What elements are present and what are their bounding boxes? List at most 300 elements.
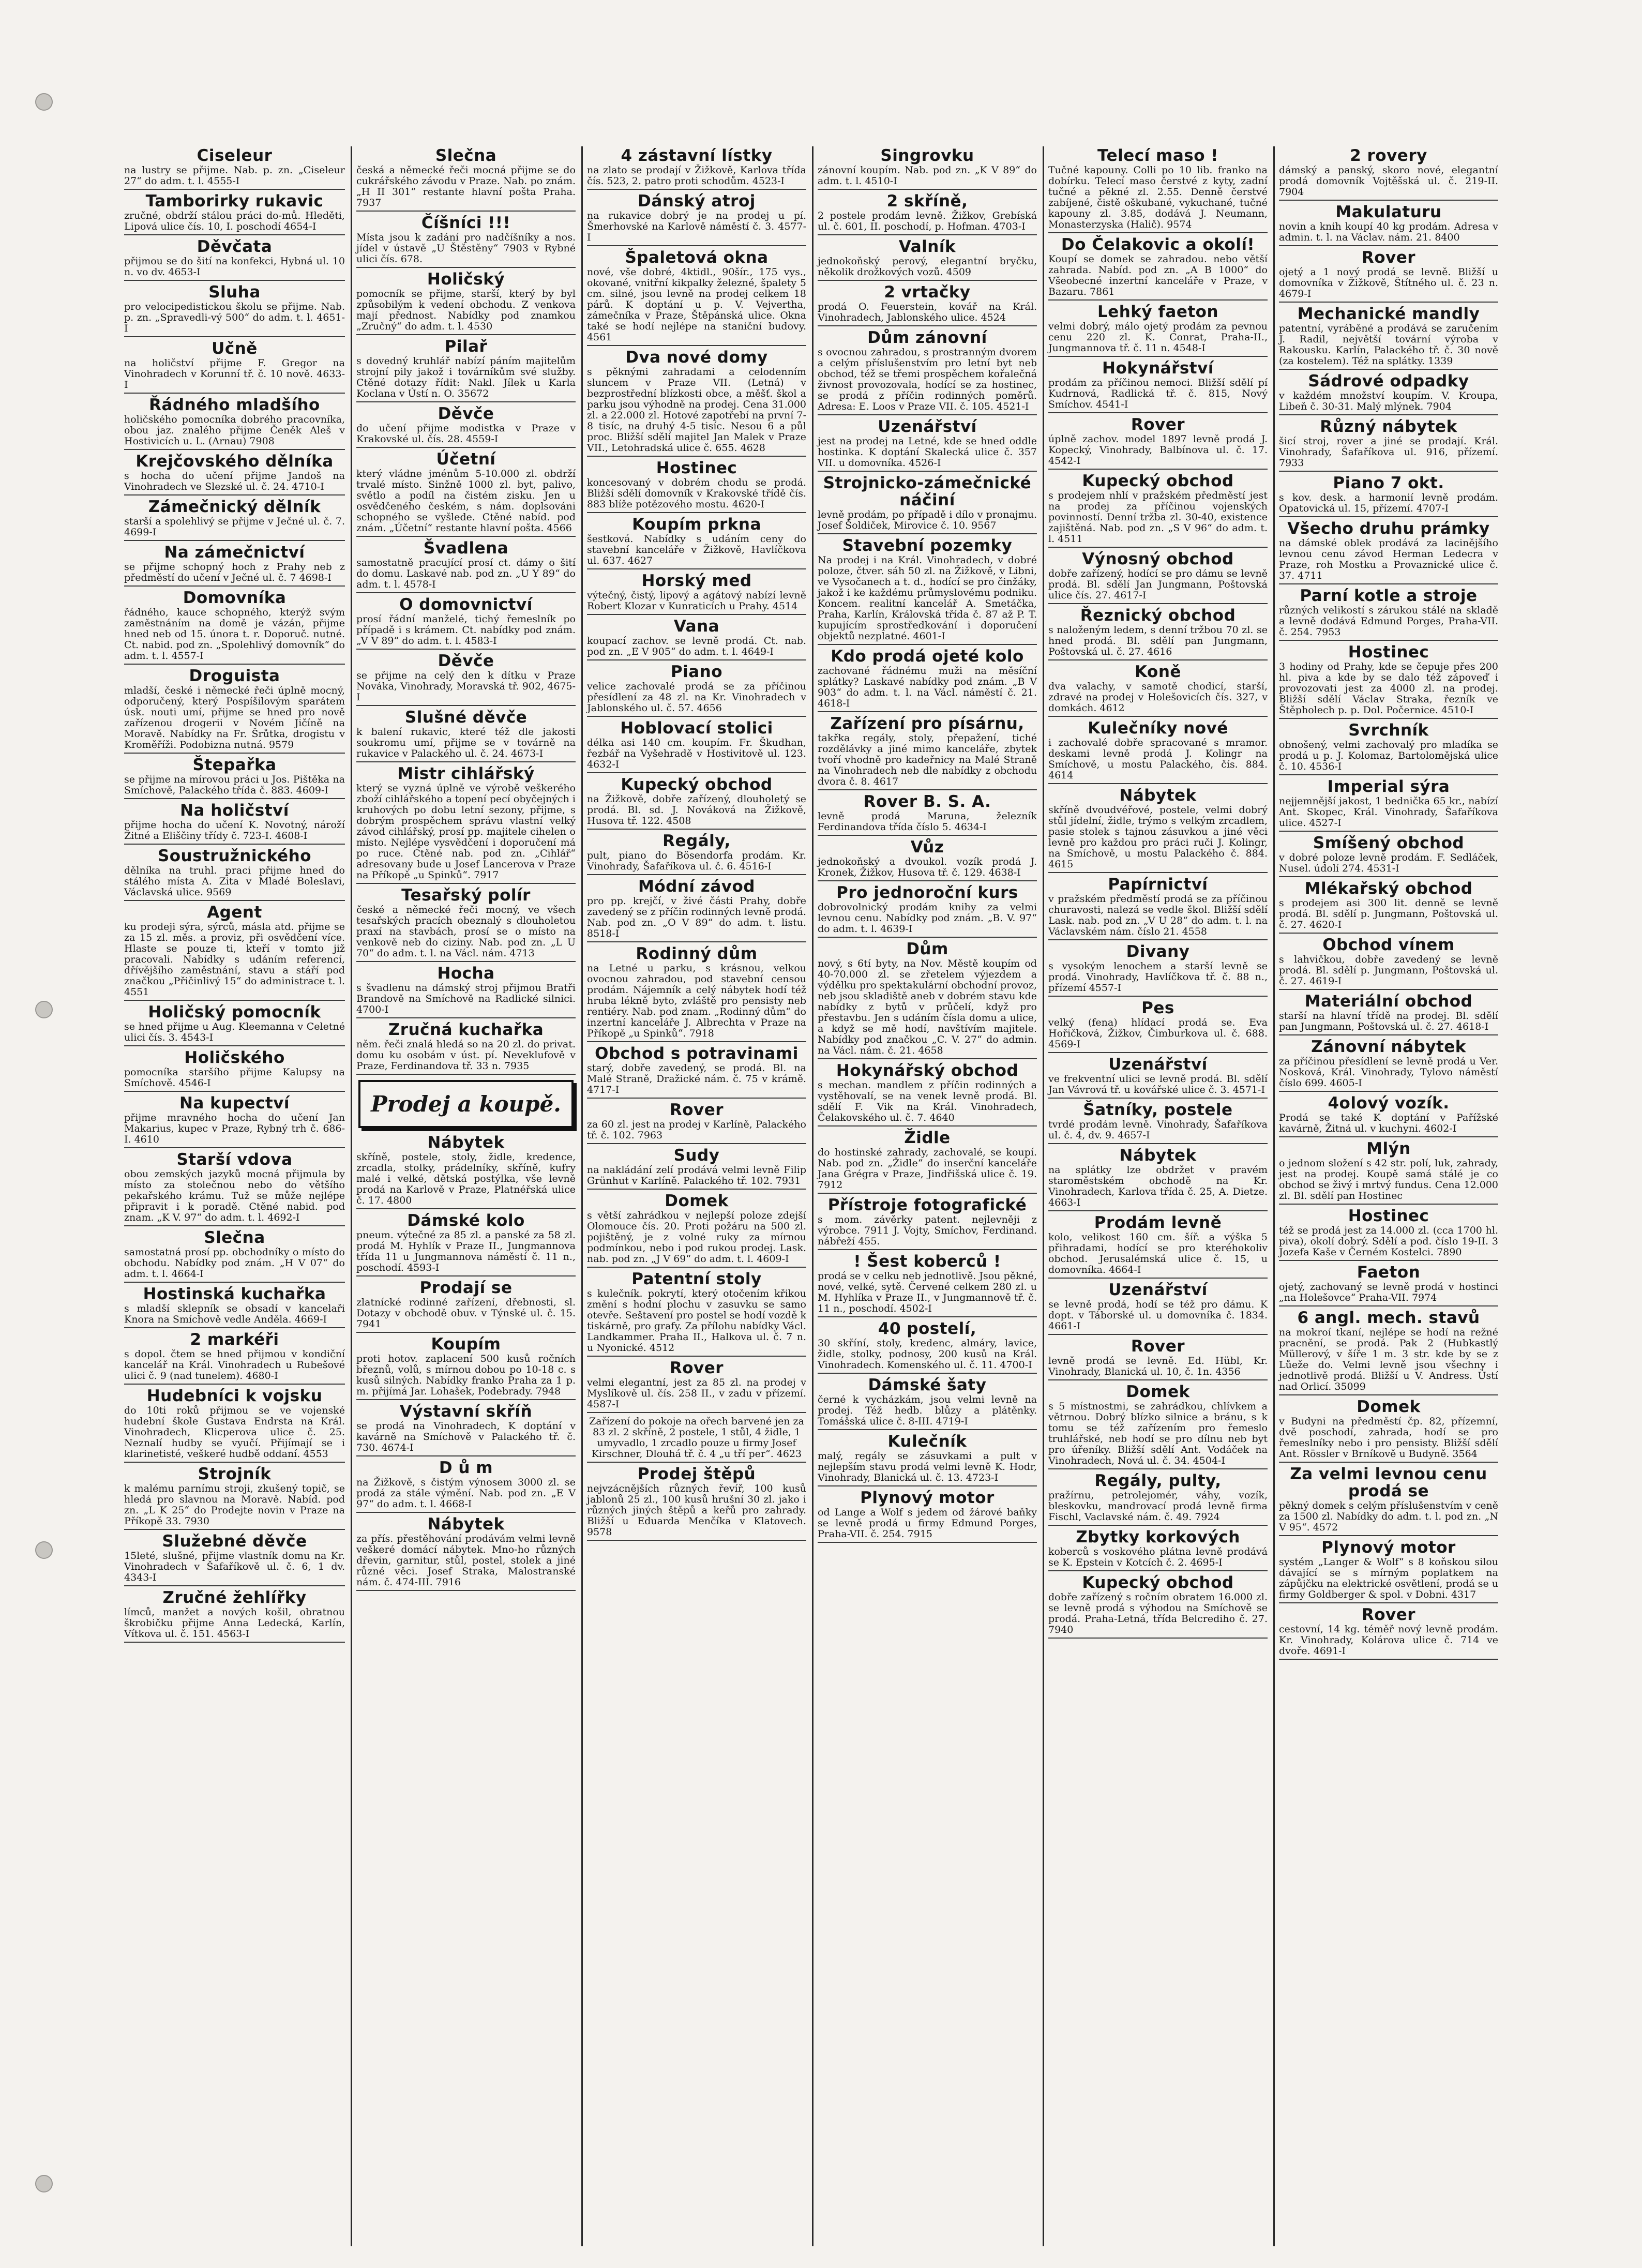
ad-body: takřka regály, stoly, přepažení, tiché rozdělávky a jiné mimo kanceláře, zbytek tvoří vhodně pro kadeřnicy na Malé Straně na Vinohradech neb dle nabídky z obchodu dvora č. 8. 4617 — [818, 732, 1037, 787]
ad-headline: Faeton — [1357, 1263, 1421, 1282]
ad-headline: Horský med — [641, 572, 752, 590]
ad-headline: Ciseleur — [197, 146, 273, 165]
ad-headline: Výstavní skříň — [399, 1402, 533, 1421]
ad-body: velmi elegantní, jest za 85 zl. na prodej v Myslíkově ul. čís. 258 II., v zadu v přízemí. 4587-I — [587, 1377, 806, 1410]
ad-headline: Mistr cihlářský — [397, 764, 535, 783]
classified-ad — [124, 1229, 345, 1283]
ad-headline: Starší vdova — [176, 1150, 293, 1169]
ad-headline: Krejčovského dělníka — [135, 452, 334, 471]
ad-body: ve frekventní ulici se levně prodá. Bl. sdělí Jan Vávrová tř. u kovářské ulice č. 3. 4571-I — [1048, 1073, 1268, 1095]
ad-body: Prodá se také K doptání v Pařížské kavárně, Žitná ul. v kuchyni. 4602-I — [1279, 1112, 1498, 1134]
ad-headline: Hostinec — [1348, 643, 1429, 662]
ad-body: pěkný domek s celým příslušenstvím v ceně za 1500 zl. Nabídky do adm. t. l. pod zn. „N V 95“. 4572 — [1279, 1500, 1498, 1533]
classified-ad — [818, 884, 1037, 938]
classified-ad — [124, 668, 345, 754]
ad-body: prodá se v celku neb jednotlivě. Jsou pěkné, nové, velké, sytě. Červené celkem 280 zl. u M. Hyhlíka v Praze II., v Jungmannově tř. č. 11 n., poschodí. 4502-I — [818, 1270, 1037, 1314]
ad-body: starý, dobře zavedený, se prodá. Bl. na Malé Straně, Dražické nám. č. 75 v krámě. 4717-I — [587, 1062, 806, 1095]
ad-headline: Svrchník — [1348, 721, 1429, 740]
ad-column-4 — [812, 146, 1041, 2246]
ad-body: pneum. výtečné za 85 zl. a panské za 58 zl. prodá M. Hyhlík v Praze II., Jungmannova třída 11 u Jungmannova náměstí č. 11 n., poschodí. 4593-I — [356, 1229, 576, 1273]
ad-headline: Imperial sýra — [1327, 777, 1450, 796]
ad-headline: Uzenářství — [878, 417, 977, 436]
classified-ad — [356, 451, 576, 537]
ad-headline: Lehký faeton — [1097, 303, 1219, 321]
ad-headline: Číšníci !!! — [421, 214, 511, 232]
classified-ad — [587, 516, 806, 569]
classified-ad — [818, 418, 1037, 472]
ad-body: přijme hocha do učení K. Novotný, nároží Žitné a Eliščiny třídy č. 723-I. 4608-I — [124, 819, 345, 842]
ad-body: proti hotov. zaplacení 500 kusů ročních březnů, volů, s mírnou dobou po 10-18 c. s kusů silných. Nabídky franko Praha za 1 p. m. přijímá Jar. Lohašek, Podebrady. 7948 — [356, 1353, 576, 1397]
ad-body: šestková. Nabídky s udáním ceny do stavební kanceláře v Žižkově, Havlíčkova ul. 637. 4627 — [587, 533, 806, 566]
classified-ad — [587, 1360, 806, 1413]
ad-column-6 — [1273, 146, 1502, 2246]
classified-ad — [1279, 1095, 1498, 1137]
classified-ad — [587, 1147, 806, 1190]
ad-body: do učení přijme modistka v Praze v Krakovské ul. čís. 28. 4559-I — [356, 423, 576, 445]
ad-body: přijme mravného hocha do učení Jan Makarius, kupec v Praze, Rybný trh č. 686-I. 4610 — [124, 1112, 345, 1145]
classified-ad — [1279, 993, 1498, 1035]
classified-ad — [1048, 787, 1268, 873]
ad-headline: Sluha — [208, 283, 261, 302]
ad-body: k balení rukavic, které též dle jakosti soukromu umí, přijme se v továrně na rukavice v Palackého ul. č. 24. 4673-I — [356, 726, 576, 759]
ad-body: dělníka na truhl. praci přijme hned do stálého místa A. Zita v Mladé Boleslavi, Václavská ulice. 9569 — [124, 865, 345, 898]
ad-body: jednokoňský perový, elegantní bryčku, několik drožkových vozů. 4509 — [818, 256, 1037, 278]
ad-headline: Regály, pulty, — [1094, 1471, 1222, 1490]
ad-headline: Přístroje fotografické — [827, 1196, 1027, 1214]
ad-body: Koupí se domek se zahradou. nebo větší zahrada. Nabíd. pod zn. „A B 1000“ do Všeobecné inzertní kanceláře v Praze, v Bazaru. 7861 — [1048, 253, 1268, 297]
ad-body: levně prodá Maruna, železník Ferdinandova třída číslo 5. 4634-I — [818, 810, 1037, 833]
ad-headline: Obchod vínem — [1322, 936, 1455, 954]
classified-ad — [1279, 880, 1498, 934]
ad-body: obnošený, velmi zachovalý pro mladíka se prodá u p. J. Kolomaz, Bartolomějská ulice č. 10. 4536-I — [1279, 739, 1498, 772]
ad-headline: Slušné děvče — [404, 708, 528, 727]
ad-body: s vysokým lenochem a starší levně se prodá. Vinohrady, Havlíčkova tř. č. 88 n., přízemí 4557-I — [1048, 960, 1268, 994]
classified-ad — [1279, 1399, 1498, 1463]
ad-body: zachované řádnému muži na měsíční splátky? Laskavé nabídky pod znám. „B V 903“ do adm. t. l. na Václ. náměstí č. 21. 4618-I — [818, 665, 1037, 709]
classified-ad — [1048, 1147, 1268, 1211]
ad-headline: Rover — [1361, 1605, 1416, 1624]
classified-ad — [356, 1212, 576, 1276]
classified-ad — [818, 648, 1037, 712]
ad-headline: Prodám levně — [1094, 1213, 1222, 1232]
classified-ad — [1048, 304, 1268, 357]
ad-headline: Pes — [1141, 999, 1174, 1017]
ad-headline: Nábytek — [427, 1133, 505, 1152]
classified-ad — [124, 757, 345, 799]
ad-headline: Plynový motor — [1321, 1538, 1456, 1557]
classified-ad — [1048, 1282, 1268, 1335]
ad-headline: Řeznický obchod — [1080, 606, 1236, 625]
classified-ad — [356, 1280, 576, 1333]
ad-headline: Módní závod — [638, 877, 755, 896]
classified-ad — [818, 839, 1037, 881]
ad-headline: D ů m — [439, 1459, 493, 1477]
classified-ad — [1048, 1529, 1268, 1571]
ad-headline: Učně — [212, 339, 258, 358]
classified-ad — [1279, 778, 1498, 832]
ad-headline: 2 skříně, — [886, 192, 968, 211]
ad-body: prodám za příčinou nemoci. Bližší sdělí pí Kudrnová, Radlická tř. č. 815, Nový Smíchov. 4541-I — [1048, 377, 1268, 410]
ad-headline: Prodej štěpů — [637, 1465, 756, 1483]
ad-body: s švadlenu na dámský stroj přijmou Bratři Brandově na Smíchově na Radlické silnici. 4700-I — [356, 982, 576, 1015]
ad-headline: Holičský — [427, 270, 505, 289]
classified-ad — [587, 664, 806, 717]
classified-ad — [356, 1134, 576, 1209]
ad-headline: 2 markéři — [190, 1330, 279, 1349]
classified-ad — [818, 537, 1037, 645]
classified-ad — [1279, 204, 1498, 246]
ad-body: se přijme schopný hoch z Prahy neb z předměstí do učení v Ječné ul. č. 7 4698-I — [124, 561, 345, 583]
ad-headline: O domovnictví — [399, 595, 533, 614]
ad-body: Tučné kapouny. Colli po 10 lib. franko na dobírku. Telecí maso čerstvé z kyty, zadní tučné a pěkné zl. 2.55. Denně čerstvé zabíjené, čistě oškubané, vykuchané, tučné kapouny zl. 3.85, dodává J. Neumann, Monasterzyska (Halič). 9574 — [1048, 164, 1268, 230]
classified-ad — [818, 1490, 1037, 1543]
ad-headline: Prodají se — [419, 1279, 513, 1297]
ad-headline: Mechanické mandly — [1297, 305, 1480, 323]
classified-ad — [1048, 1574, 1268, 1639]
ad-headline: Obchod s potravinami — [595, 1044, 799, 1063]
classified-ad — [124, 147, 345, 190]
ad-body: prosí řádní manželé, tichý řemeslník po případě i s krámem. Ct. nabídky pod znám. „V V 89“ do adm. t. l. 4583-I — [356, 613, 576, 647]
classified-ad — [1279, 937, 1498, 990]
ad-headline: Holičského — [184, 1048, 285, 1067]
ad-body: s hocha do učení přijme Jandoš na Vinohradech ve Slezské ul. č. 24. 4710-I — [124, 470, 345, 492]
classified-ad — [818, 1062, 1037, 1127]
classified-ad — [1048, 551, 1268, 604]
ad-body: cestovní, 14 kg. téměř nový levně prodám. Kr. Vinohrady, Kolárova ulice č. 714 ve dvoře. 4691-I — [1279, 1624, 1498, 1657]
ad-headline: Agent — [207, 903, 262, 922]
classified-ad — [587, 833, 806, 875]
ad-headline: Domovníka — [183, 589, 287, 607]
classified-ad — [587, 573, 806, 615]
ad-headline: Smíšený obchod — [1313, 834, 1465, 852]
ad-body: od Lange a Wolf s jedem od žárové baňky se levně prodá u firmy Edmund Porges, Praha-VII. č. 254. 7915 — [818, 1507, 1037, 1540]
punch-holes — [35, 0, 56, 2268]
ad-headline: Kulečníky nové — [1088, 719, 1228, 738]
classified-ad — [818, 1377, 1037, 1430]
classified-ad — [587, 878, 806, 942]
classified-ad — [587, 776, 806, 830]
ad-body: o jednom složení s 42 str. polí, luk, zahrady, jest na prodej. Koupě samá stálé je co obchod se živý i mrtvý fundus. Cena 12.000 zl. Bl. sdělí pan Hostinec — [1279, 1158, 1498, 1201]
ad-body: šicí stroj, rover a jiné se prodají. Král. Vinohrady, Šafaříkova ul. 916, přízemí. 7933 — [1279, 435, 1498, 469]
ad-body: s prodejem asi 300 lit. denně se levně prodá. Bl. sdělí p. Jungmann, Poštovská ul. č. 27. 4620-I — [1279, 897, 1498, 930]
classified-ad — [1048, 416, 1268, 470]
classified-ad — [356, 1403, 576, 1456]
ad-body: na rukavice dobrý je na prodej u pí. Šmerhovské na Karlově náměstí č. 3. 4577-I — [587, 210, 806, 243]
ad-headline: Pilař — [444, 337, 488, 356]
classified-ad — [124, 1466, 345, 1530]
classified-ad — [124, 499, 345, 541]
ad-body: se přijme na mírovou práci u Jos. Pištěka na Smíchově, Palackého třída č. 883. 4609-I — [124, 774, 345, 796]
ad-headline: Kupecký obchod — [1082, 472, 1234, 490]
ad-body: dva valachy, v samotě chodicí, starší, zdravé na prodej v Holešovicích čís. 327, v domkách. 4612 — [1048, 681, 1268, 714]
ad-headline: Patentní stoly — [631, 1270, 762, 1288]
ad-body: délka asi 140 cm. koupím. Fr. Škudhan, řezbář na Vyšehradě v Hostivitově ul. 123. 4632-I — [587, 737, 806, 770]
punch-hole — [35, 2175, 53, 2192]
classified-ad — [1279, 1466, 1498, 1536]
classified-ad — [356, 765, 576, 884]
classified-ad — [1279, 588, 1498, 641]
classified-ad — [124, 1151, 345, 1226]
classified-ad — [124, 544, 345, 587]
classified-ad — [1279, 147, 1498, 201]
ad-body: přijmou se do šití na konfekci, Hybná ul. 10 n. vo dv. 4653-I — [124, 256, 345, 278]
ad-body: koupací zachov. se levně prodá. Ct. nab. pod zn. „E V 905“ do adm. t. l. 4649-I — [587, 635, 806, 657]
ad-body: za 60 zl. jest na prodej v Karlíně, Palackého tř. č. 102. 7963 — [587, 1119, 806, 1141]
ad-headline: Strojnicko-zámečnické náčiní — [823, 474, 1032, 509]
classified-ad — [1279, 475, 1498, 517]
ad-body: se levně prodá, hodí se též pro dámu. K dopt. v Táborské ul. u domovníka č. 1834. 4661-I — [1048, 1299, 1268, 1332]
ad-headline: Tamborirky rukavic — [145, 192, 324, 211]
ad-headline: Švadlena — [423, 539, 509, 558]
ad-headline: Divany — [1126, 942, 1190, 961]
ad-body: česká a německé řeči mocná přijme se do cukrářského závodu v Praze. Nab. po znám. „H II 301“ restante hlavní pošta Praha. 7937 — [356, 164, 576, 208]
classified-ad — [1048, 943, 1268, 997]
ad-headline: Hokynářský obchod — [836, 1061, 1019, 1080]
ad-headline: Zručné žehlířky — [162, 1588, 307, 1607]
ad-body: v dobré poloze levně prodám. F. Sedláček, Nusel. údolí 274. 4531-I — [1279, 852, 1498, 874]
ad-headline: 2 rovery — [1350, 146, 1427, 165]
ad-headline: Na zámečnictví — [164, 543, 305, 562]
classified-ad — [124, 1049, 345, 1092]
classified-ad — [1048, 876, 1268, 940]
classified-ad — [1048, 1000, 1268, 1053]
ad-body: v Budyni na předměstí čp. 82, přízemní, dvě poschodí, zahrada, hodí se pro řemeslníky nebo i pro pensisty. Bližší sdělí Ant. Rössler v Brníkově u Budyně. 3564 — [1279, 1416, 1498, 1460]
classified-ad — [356, 147, 576, 212]
ad-body: prodá O. Feuerstein, kovář na Král. Vinohradech, Jablonského ulice. 4524 — [818, 301, 1037, 323]
ad-body: zručné, obdrží stálou práci do-mů. Hleděti, Lipová ulice čís. 10, I. poschodí 4654-I — [124, 210, 345, 232]
ad-body: 15leté, slušné, přijme vlastník domu na Kr. Vinohradech v Šafaříkově ul. č. 6, 1 dv. 4343-I — [124, 1550, 345, 1583]
ad-body: s dopol. čtem se hned přijmou v kondiční kancelář na Král. Vinohradech u Rubešové ulici č. 9 (nad tunelem). 4680-I — [124, 1348, 345, 1381]
classified-ad — [587, 618, 806, 660]
ad-headline: Parní kotle a stroje — [1300, 587, 1478, 605]
ad-headline: Služebné děvče — [162, 1532, 307, 1551]
ad-headline: Makulaturu — [1335, 203, 1442, 221]
classified-ad — [124, 848, 345, 901]
ad-headline: Špaletová okna — [625, 248, 769, 267]
ad-body: samostatná prosí pp. obchodníky o místo do obchodu. Nabídky pod znám. „H V 07“ do adm. t. l. 4664-I — [124, 1246, 345, 1280]
classified-ad — [356, 405, 576, 448]
ad-body: ojetý a 1 nový prodá se levně. Bližší u domovníka v Žižkově, Štítného ul. č. 23 n. 4679-I — [1279, 266, 1498, 299]
classified-ad — [818, 284, 1037, 326]
ad-headline: Děvčata — [197, 237, 273, 256]
classified-ad — [818, 329, 1037, 415]
classified-ad — [356, 540, 576, 593]
ad-headline: Rover — [669, 1359, 724, 1377]
ad-headline: Hudebníci k vojsku — [146, 1387, 323, 1405]
classified-ad — [124, 1589, 345, 1643]
ad-body: pražírnu, petrolejomér, váhy, vozík, bleskovku, mandrovací prodá levně firma Fischl, Vaclavské nám. č. 49. 7924 — [1048, 1490, 1268, 1523]
ad-headline: Tesařský polír — [401, 886, 531, 905]
ad-headline: Hocha — [437, 964, 495, 983]
classified-ad — [1048, 1338, 1268, 1380]
ad-headline: 4olový vozík. — [1328, 1094, 1450, 1113]
ad-body: s mechan. mandlem z příčin rodinných a vystěhovalí, se na venek levně prodá. Bl. sdělí F. Vik na Král. Vinohradech, Čelakovského ul. č. 7. 4640 — [818, 1079, 1037, 1123]
ad-headline: Hostinec — [656, 459, 737, 477]
classified-ad — [1048, 147, 1268, 233]
classified-ad — [818, 238, 1037, 281]
ad-headline: Kdo prodá ojeté kolo — [831, 647, 1024, 666]
ad-headline: Soustružnického — [157, 847, 312, 865]
ad-headline: Děvče — [438, 404, 494, 423]
ad-body: na holičství přijme F. Gregor na Vinohradech v Korunní tř. č. 10 nově. 4633-I — [124, 357, 345, 390]
ad-body: na lustry se přijme. Nab. p. zn. „Ciseleur 27“ do adm. t. l. 4555-I — [124, 164, 345, 187]
ad-headline: Kulečník — [887, 1432, 967, 1451]
ad-body: na mokroí tkaní, nejlépe se hodí na režné pracnění, se prodá. Pak 2 (Hubkastlý Müllerový, v šíře 1 m. 3 str. kde by se z Lůeže do. Velmi levně jsou všechny i jednotlivě prodá. Bližší u V. Andress. Ústí nad Orlicí. 35099 — [1279, 1327, 1498, 1392]
classified-ad — [587, 147, 806, 190]
ad-headline: Sádrové odpadky — [1308, 372, 1469, 390]
ad-column-2 — [351, 146, 580, 2246]
ad-body: různých velikostí s zárukou stálé na skladě a levně dodává Edmund Porges, Praha-VII. č. 254. 7953 — [1279, 605, 1498, 638]
ad-body: za příčinou přesídlení se levně prodá u Ver. Nosková, Král. Vinohrady, Tylovo náměstí číslo 699. 4605-I — [1279, 1056, 1498, 1089]
ad-body: i zachovalé dobře spracované s mramor. deskami levně prodá J. Kolingr na Smíchově, u mostu Palackého, čís. 884. 4614 — [1048, 737, 1268, 781]
classified-ad — [587, 945, 806, 1042]
ad-body: na dámské oblek prodává za lacinějšího levnou cenu závod Herman Ledecra v Praze, roh Mostku a Provaznické ulice č. 37. 4711 — [1279, 537, 1498, 581]
ad-headline: Dánský atroj — [638, 192, 756, 211]
ad-headline: Slečna — [435, 146, 497, 165]
ad-body: starší na hlavní třídě na prodej. Bl. sdělí pan Jungmann, Poštovská ul. č. 27. 4618-I — [1279, 1010, 1498, 1032]
ad-headline: Stavební pozemky — [842, 536, 1013, 555]
ad-body: za přís. přestěhování prodávám velmi levně veškeré domácí nábytek. Mno-ho různých dřevin, garnitur, stůl, postel, stolek a jiné různé věci. Josef Straka, Malostranské nám. č. 474-III. 7916 — [356, 1533, 576, 1588]
ad-body: patentní, vyráběné a prodává se zaručením J. Radil, největší tovární výroba v Rakousku. Karlín, Palackého tř. č. 30 nově (za kostelem). Též na splátky. 1339 — [1279, 323, 1498, 367]
ad-body: nové, vše dobré, 4ktidl., 90šír., 175 vys., okované, vnitřní kikpalky železné, špalety 5 cm. silné, jsou levně na prodej celkem 18 párů. K doptání u p. V. Vejvertha, zámečníka v Praze, Štěpánská ulice. Okna také se hodí nejlépe na staniční budovy. 4561 — [587, 266, 806, 343]
classified-ad — [587, 1193, 806, 1268]
ad-headline: Hoblovací stolici — [620, 719, 773, 738]
ad-headline: Droguista — [189, 667, 280, 685]
ad-headline: Papírnictví — [1108, 875, 1208, 894]
ad-body: zlatnícké rodinné zařízení, dřebnosti, sl. Dotazy v obchodě obuv. v Týnské ul. č. 15. 7941 — [356, 1297, 576, 1330]
classified-ad — [124, 1004, 345, 1046]
classified-ad — [587, 1271, 806, 1357]
classified-ad — [356, 653, 576, 706]
ad-body: dobrovolnický prodám knihy za velmi levnou cenu. Nabídky pod znám. „B. V. 97“ do adm. t. l. 4639-I — [818, 902, 1037, 935]
ad-headline: Zbytky korkových — [1076, 1528, 1240, 1546]
ad-body: úplně zachov. model 1897 levně prodá J. Kopecký, Vinohrady, Balbínova ul. č. 17. 4542-I — [1048, 433, 1268, 467]
classified-ad — [124, 590, 345, 665]
ad-body: v pražském předměstí prodá se za příčinou churavosti, nalezá se vedle škol. Bližší sdělí Lask. nab. pod zn. „V U 28“ do adm. t. l. na Václavském nám. číslo 21. 4558 — [1048, 893, 1268, 937]
ad-body: starší a spolehlivý se přijme v Ječné ul. č. 7. 4699-I — [124, 516, 345, 538]
ad-headline: Dům — [906, 940, 948, 958]
ad-headline: Zařízení pro písárnu, — [830, 714, 1025, 733]
ad-body: 3 hodiny od Prahy, kde se čepuje přes 200 hl. piva a kde by se dalo též zápoveď i provozovati jest za 4000 zl. na prodej. Bližší sdělí Václav Straka, řezník ve Štěpholech p. p. Dol. Počernice. 4510-I — [1279, 661, 1498, 716]
ad-headline: Kupecký obchod — [1082, 1573, 1234, 1592]
ad-headline: Rover — [1131, 415, 1185, 434]
classified-ad — [818, 793, 1037, 836]
ad-body: se přijme na celý den k dítku v Praze Nováka, Vinohrady, Moravská tř. 902, 4675-I — [356, 670, 576, 703]
ad-body: 30 skříní, stoly, kredenc, almáry, lavice, židle, stolky, podnosy, 200 kusů na Král. Vinohradech. Komenského ul. č. 11. 4700-I — [818, 1338, 1037, 1371]
ad-headline: Hokynářství — [1102, 359, 1214, 378]
classified-ad — [356, 271, 576, 335]
ad-headline: Pro jednoroční kurs — [836, 883, 1018, 902]
ad-headline: Materiální obchod — [1304, 992, 1473, 1011]
ad-body: dobře zařízený, hodící se pro dámu se levně prodá. Bl. sdělí Jan Jungmann, Poštovská ulice čís. 27. 4617-I — [1048, 568, 1268, 601]
ad-body: s pěknými zahradami a celodenním sluncem v Praze VII. (Letná) v bezprostřední blízkosti obce, a měšť. škol a parku jsou výhodně na prodej. Cena 31.000 zl. a 22.000 zl. Hotové zapotřebí na první 7-8 tisíc, na druhý 4-5 tisíc. Nesou 6 a půl proc. Bližší sdělí majitel Jan Malek v Praze VII., Letohradská ulice č. 655. 4628 — [587, 366, 806, 454]
ad-body: se hned přijme u Aug. Kleemanna v Celetné ulici čís. 3. 4543-I — [124, 1021, 345, 1043]
ad-body: skříně dvoudvéřové, postele, velmi dobrý stůl jídelní, židle, trýmo s velkým zrcadlem, pasie stolek s tajnou zásuvkou a jiné věci levně pro každou pro práci ruči J. Kolingr, na Smíchově, u mostu Palackého č. 884. 4615 — [1048, 804, 1268, 870]
classified-ad — [587, 720, 806, 773]
ad-body: levně prodám, po případě i dílo v pronajmu. Josef Šoldiček, Mirovice č. 10. 9567 — [818, 509, 1037, 531]
ad-body: řádného, kauce schopného, kterýž svým zaměstnáním na domě je vázán, přijme hned neb od 15. února t. r. Doporuč. nutné. Ct. nabid. pod zn. „Spolehlivý domovník“ do adm. t. l. 4557-I — [124, 607, 345, 662]
ad-body: který vládne jménům 5-10.000 zl. obdrží trvalé místo. Sinžně 1000 zl. byt, palivo, světlo a podíl na čistém zisku. Jen u osvědčeného českém, s nám. doplsováni schopného se vyšlede. Ctěné nabíd. pod znám. „Účetní“ restante hlavní pošta. 4566 — [356, 468, 576, 534]
classified-ad — [818, 147, 1037, 190]
classified-ad — [1279, 373, 1498, 415]
ad-headline: ! Šest koberců ! — [853, 1252, 1001, 1271]
ad-headline: Kupecký obchod — [621, 775, 773, 794]
ad-column-1 — [120, 146, 349, 2246]
classified-ad — [124, 1533, 345, 1586]
ad-body: s ovocnou zahradou, s prostranným dvorem a celým příslušenstvím pro letní byt neb obchod, též se třemi prospěchem kořalečná živnost provozovala, hodící se za hostinec, se prodá z příčin rodinných poměrů. Adresa: E. Loos v Praze VII. č. 105. 4521-I — [818, 347, 1037, 412]
ad-body: pomocníka staršího přijme Kalupsy na Smíchově. 4546-I — [124, 1067, 345, 1089]
classified-ad — [1279, 1264, 1498, 1306]
ad-column-5 — [1043, 146, 1272, 2246]
classified-ad — [1279, 1539, 1498, 1603]
ad-body: do hostinské zahrady, zachovalé, se koupí. Nab. pod zn. „Židle“ do inserční kanceláře Jana Grégra v Praze, Jindřišská ulice č. 19. 7912 — [818, 1147, 1037, 1191]
ad-headline: Rover B. S. A. — [863, 792, 991, 811]
ad-headline: Rover — [1361, 248, 1416, 267]
ad-headline: 2 vrtačky — [884, 283, 971, 302]
classified-ad — [356, 596, 576, 650]
ad-column-3 — [581, 146, 810, 2246]
ad-headline: Dámské kolo — [407, 1211, 525, 1230]
classified-ad — [1048, 607, 1268, 660]
ad-body: na Žižkově, dobře zařízený, dlouholetý se prodá. Bl. sd. J. Nováková na Žižkově, Husova tř. 122. 4508 — [587, 793, 806, 827]
ad-body: černé k vycházkám, jsou velmi levně na prodej. Též hedb. blůzy a plátěnky. Tomášská ulice č. 8-III. 4719-I — [818, 1394, 1037, 1427]
classified-ad — [1048, 1473, 1268, 1526]
ad-headline: Singrovku — [880, 146, 974, 165]
classified-ad — [1279, 1039, 1498, 1092]
ad-headline: Uzenářství — [1108, 1055, 1208, 1074]
ad-body: malý, regály se zásuvkami a pult v nejlepším stavu prodá velmi levně K. Hodr, Vinohrady, Blanická ul. č. 13. 4723-I — [818, 1450, 1037, 1483]
ad-headline: Nábytek — [1119, 1146, 1197, 1165]
classified-ad — [356, 1336, 576, 1400]
classified-ad — [818, 193, 1037, 235]
classified-ad — [1279, 1310, 1498, 1395]
ad-body: samostatně pracující prosí ct. dámy o šití do domu. Laskavé nab. pod zn. „U Y 89“ do adm. t. l. 4578-I — [356, 557, 576, 590]
ad-headline: Domek — [665, 1192, 729, 1210]
classified-ad — [356, 215, 576, 268]
ad-headline: Účetní — [436, 450, 496, 469]
ad-body: s prodejem nhlí v pražském předměstí jest na prodej za příčinou vojenských povinností. Denní tržba zl. 30-40, existence zajištěná. Nab. pod zn. „S V 96“ do adm. t. l. 4511 — [1048, 490, 1268, 545]
ad-body: 2 postele prodám levně. Žižkov, Grebíská ul. č. 601, II. poschodí, p. Hofman. 4703-I — [818, 210, 1037, 232]
ad-headline: Holičský pomocník — [148, 1003, 321, 1022]
ad-body: velký (fena) hlídací prodá se. Eva Hořičková, Žižkov, Čimburkova ul. č. 688. 4569-I — [1048, 1017, 1268, 1050]
ad-headline: Na kupectví — [179, 1094, 290, 1113]
ad-headline: Koupím prkna — [632, 515, 761, 534]
classified-ad — [124, 453, 345, 495]
ad-body: obou zemských jazyků mocná přijmula by místo za stolečnou nebo do většího pekařského krámu. Tuž se může nejlépe připravit i k poradě. Ctěné nabid. pod znam. „K V. 97“ do adm. t. l. 4692-I — [124, 1168, 345, 1223]
ad-headline: Dámské šaty — [868, 1376, 987, 1394]
ad-headline: Dům zánovní — [867, 328, 987, 347]
classified-ad — [124, 397, 345, 450]
ad-body: nový, s 6tí byty, na Nov. Městě koupím od 40-70.000 zl. se zřetelem výjezdem a výdělku pro spektakulární obchodní provoz, neb jsou skladiště aneb v dobrém stavu kde nabídky z bytů v průčelí, když pro přestavbu. Jen s udáním čísla domu a ulice, a když se mě hodí, navštívím majitele. Nabídky pod značkou „C. V. 27“ do admin. na Václ. nám. č. 21. 4658 — [818, 958, 1037, 1056]
classified-ad — [124, 1388, 345, 1463]
ad-body: zánovní koupím. Nab. pod zn. „K V 89“ do adm. t. l. 4510-I — [818, 164, 1037, 187]
ad-body: s mom. závěrky patent. nejlevněji z výrobce. 7911 J. Vojty, Smíchov, Ferdinand. nábřeží 455. — [818, 1214, 1037, 1247]
ad-body: levně prodá se levně. Ed. Hübl, Kr. Vinohrady, Blanická ul. 10, č. 1n. 4356 — [1048, 1355, 1268, 1377]
classified-ad — [818, 1197, 1037, 1250]
ad-body: s kulečník. pokrytí, který otočením křikou změní s hodní plochu v zasuvku se samo otevře. Seštavení pro postel se hodí vozdě k tiskárně, pro grafy. Za přílohu nabídky Václ. Landkammer. Praha II., Halkova ul. č. 7 n. u Nyonické. 4512 — [587, 1288, 806, 1354]
ad-body: na zlato se prodají v Žižkově, Karlova třída čís. 523, 2. patro proti schodům. 4523-I — [587, 164, 806, 187]
ad-body: jednokoňský a dvoukol. vozík prodá J. Kronek, Žižkov, Husova tř. č. 129. 4638-I — [818, 856, 1037, 878]
ad-headline: Na holičství — [180, 801, 289, 820]
classified-ad — [818, 1253, 1037, 1317]
classified-ad — [818, 1320, 1037, 1374]
ad-body: s 5 místnostmi, se zahrádkou, chlívkem a větrnou. Dobrý blízko silnice a bránu, s k tomu se též zařízením pro řemeslo truhlářské, neb hodí se pro dílnu neb byt pro úřeníky. Bližší sdělí Ant. Vodáček na Vinohradech, Nová ul. č. 34. 4504-I — [1048, 1401, 1268, 1466]
ad-body: s dovedný kruhlář nabízí páním majitelům strojní pily jakož i továrníkům své služby. Ctěné dotazy řídit: Nakl. Jílek u Karla Koclana v Ústí n. O. 35672 — [356, 355, 576, 399]
ad-body: na Žižkově, s čistým výnosem 3000 zl. se prodá za stále výmění. Nab. pod zn. „E V 97“ do adm. t. l. 4668-I — [356, 1477, 576, 1510]
classified-ad — [1279, 1606, 1498, 1660]
ad-headline: 4 zástavní lístky — [621, 146, 773, 165]
classified-ad — [124, 1095, 345, 1148]
